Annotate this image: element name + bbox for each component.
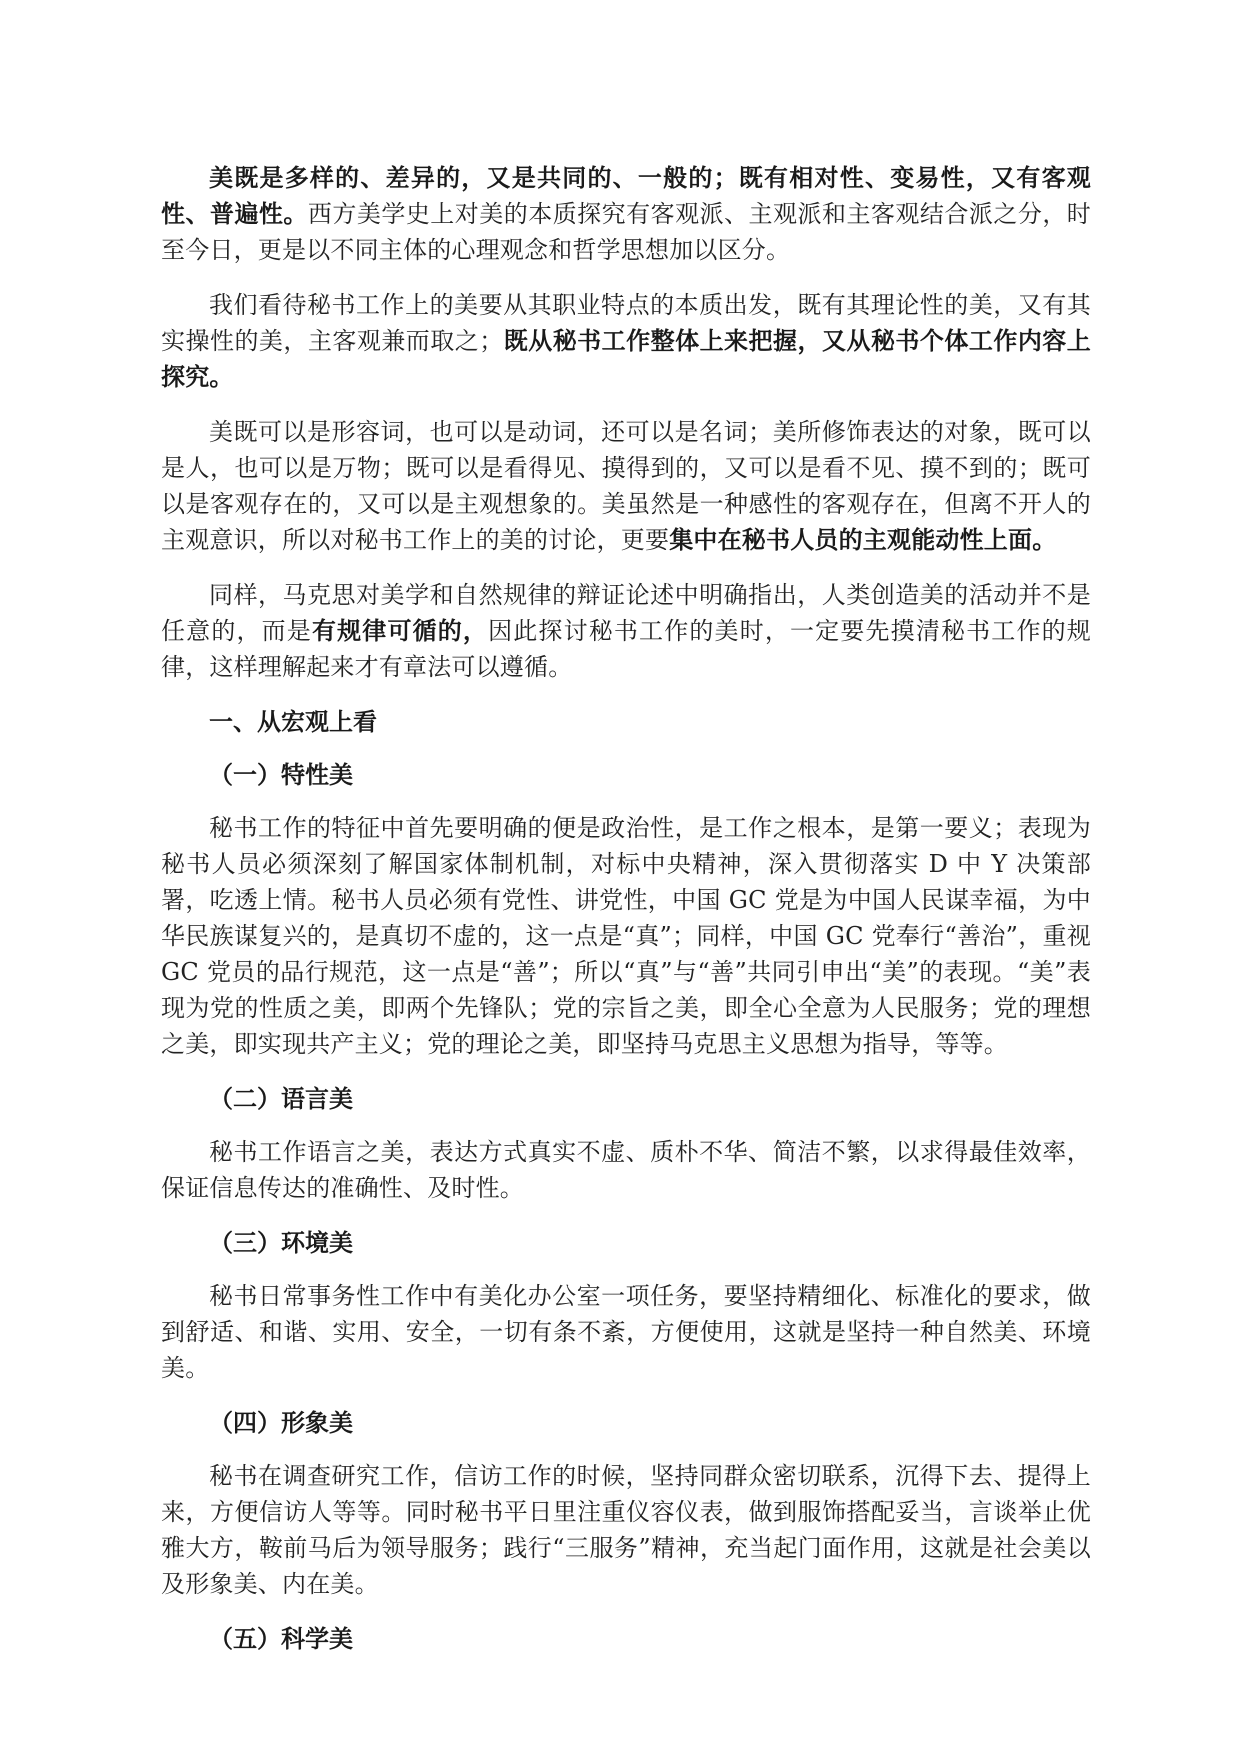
subsection-title-language: （二）语言美 xyxy=(209,1085,353,1113)
paragraph-text: 因此探讨秘书工作的美时，一定要先摸清秘书工作的规律，这样理解起来才有章法可以遵循。 xyxy=(161,617,1091,681)
paragraph-text: 我们看待秘书工作上的美要从其职业特点的本质出发，既有其理论性的美，又有其实操性的美，主客观兼而取之； xyxy=(161,291,1091,355)
subsection-body-environment: 秘书日常事务性工作中有美化办公室一项任务，要坚持精细化、标准化的要求，做到舒适、和谐、实用、安全，一切有条不紊，方便使用，这就是坚持一种自然美、环境美。 xyxy=(161,1282,1091,1382)
paragraph-marx-law xyxy=(161,577,1091,685)
paragraph-text: 西方美学史上对美的本质探究有客观派、主观派和主客观结合派之分，时至今日，更是以不同主体的心理观念和哲学思想加以区分。 xyxy=(161,200,1091,264)
subsection-body-characteristic: 秘书工作的特征中首先要明确的便是政治性，是工作之根本，是第一要义；表现为秘书人员必须深刻了解国家体制机制，对标中央精神，深入贯彻落实 D 中 Y 决策部署，吃透上情。秘书人员必须有党性、讲党性，中国 GC 党是为中国人民谋幸福，为中华民族谋复兴的，是真切不虚的，这一点是“真”；同样，中国 GC 党奉行“善治”，重视 GC 党员的品行规范，这一点是“善”；所以“真”与“善”共同引申出“美”的表现。“美”表现为党的性质之美，即两个先锋队；党的宗旨之美，即全心全意为人民服务；党的理想之美，即实现共产主义；党的理论之美，即坚持马克思主义思想为指导，等等。 xyxy=(161,814,1091,1058)
subsection-title-characteristic: （一）特性美 xyxy=(209,761,353,789)
subsection-title-environment: （三）环境美 xyxy=(209,1229,353,1257)
bold-statement: 集中在秘书人员的主观能动性上面。 xyxy=(669,526,1057,554)
paragraph-secretary-beauty xyxy=(161,287,1091,395)
bold-statement: 美既是多样的、差异的，又是共同的、一般的；既有相对性、变易性，又有客观性、普遍性。 xyxy=(161,164,1091,228)
document-page xyxy=(161,160,1091,1674)
section-heading-macro: 一、从宏观上看 xyxy=(209,708,377,736)
paragraph-beauty-forms xyxy=(161,414,1091,558)
bold-statement: 既从秘书工作整体上来把握，又从秘书个体工作内容上探究。 xyxy=(161,327,1091,391)
bold-statement: 有规律可循的， xyxy=(311,617,489,645)
subsection-body-image: 秘书在调查研究工作，信访工作的时候，坚持同群众密切联系，沉得下去、提得上来，方便信访人等等。同时秘书平日里注重仪容仪表，做到服饰搭配妥当，言谈举止优雅大方，鞍前马后为领导服务；践行“三服务”精神，充当起门面作用，这就是社会美以及形象美、内在美。 xyxy=(161,1462,1091,1598)
paragraph-text: 美既可以是形容词，也可以是动词，还可以是名词；美所修饰表达的对象，既可以是人，也可以是万物；既可以是看得见、摸得到的，又可以是看不见、摸不到的；既可以是客观存在的，又可以是主观想象的。美虽然是一种感性的客观存在，但离不开人的主观意识，所以对秘书工作上的美的讨论，更要 xyxy=(161,418,1091,554)
subsection-title-science: （五）科学美 xyxy=(209,1625,353,1653)
paragraph-text: 同样，马克思对美学和自然规律的辩证论述中明确指出，人类创造美的活动并不是任意的，而是 xyxy=(161,581,1091,645)
subsection-title-image: （四）形象美 xyxy=(209,1409,353,1437)
subsection-body-language: 秘书工作语言之美，表达方式真实不虚、质朴不华、简洁不繁，以求得最佳效率，保证信息传达的准确性、及时性。 xyxy=(161,1138,1091,1202)
paragraph-beauty-nature xyxy=(161,160,1091,268)
